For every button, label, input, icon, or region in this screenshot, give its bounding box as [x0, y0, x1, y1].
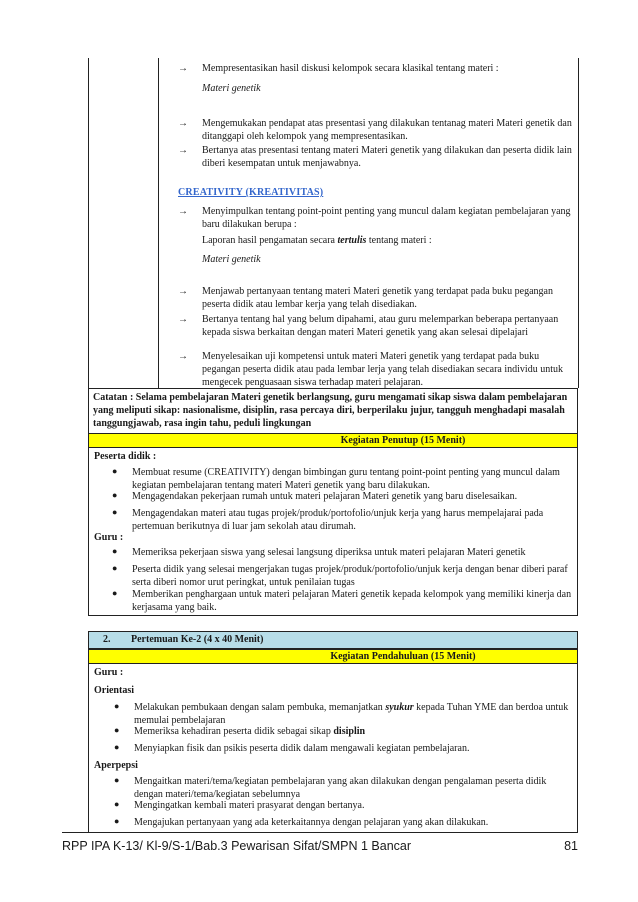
list-item — [112, 466, 572, 492]
meeting-title: Pertemuan Ke-2 (4 x 40 Menit) — [131, 634, 264, 645]
report-text: Laporan hasil pengamatan secara — [202, 235, 338, 246]
list-item-text: Mengingatkan kembali materi prasyarat dengan bertanya. — [134, 800, 365, 811]
teacher-label: Guru : — [94, 532, 124, 543]
list-item — [114, 725, 574, 738]
bullet-icon: ● — [114, 799, 120, 809]
list-item-text: Membuat resume (CREATIVITY) dengan bimbingan guru tentang point-point penting yang muncul dalam kegiatan pembelajaran tentang materi Materi genetik yang baru dilakukan. — [132, 467, 560, 491]
arrow-icon: → — [178, 351, 188, 362]
activity-text: Mempresentasikan hasil diskusi kelompok secara klasikal tentang materi : — [202, 63, 499, 74]
list-item-emphasis: syukur — [385, 702, 414, 713]
arrow-icon: → — [178, 206, 188, 217]
activity-text: Mengemukakan pendapat atas presentasi yang dilakukan tentanag materi Materi genetik dan ditanggapi oleh kelompok yang mempresentasikan. — [202, 118, 572, 142]
orientation-label: Orientasi — [94, 685, 134, 696]
list-item-text: Mengagendakan pekerjaan rumah untuk materi pelajaran Materi genetik yang baru diselesaikan. — [132, 491, 518, 502]
activity-text: Bertanya tentang hal yang belum dipahami, atau guru melemparkan beberapa pertanyaan kepada siswa berkaitan dengan materi Materi genetik yang akan selesai dipelajari — [202, 314, 559, 338]
list-item — [112, 588, 572, 614]
list-item-text — [134, 701, 574, 727]
activity-item — [178, 62, 573, 75]
list-item — [112, 507, 572, 533]
teacher-label: Guru : — [94, 667, 124, 678]
note-box: Catatan : Selama pembelajaran Materi genetik berlangsung, guru mengamati sikap siswa dalam pembelajaran yang meliputi sikap: nasionalisme, disiplin, rasa percaya diri, berperilaku jujur, tangguh menghadapi masalah tanggungjawab, rasa ingin tahu, peduli lingkungan — [88, 388, 578, 434]
list-item — [114, 701, 574, 727]
activity-item — [178, 205, 573, 231]
opening-activity-header — [88, 649, 578, 664]
bullet-icon: ● — [114, 775, 120, 785]
material-name: Materi genetik — [202, 254, 261, 265]
students-label: Peserta didik : — [94, 451, 157, 462]
closing-activity-header — [88, 433, 578, 448]
opening-activity-title: Kegiatan Pendahuluan (15 Menit) — [330, 651, 476, 662]
list-item-text: Mengagendakan materi atau tugas projek/produk/portofolio/unjuk kerja yang harus mempelajarai pada pertemuan berikutnya di luar jam sekolah atau dirumah. — [132, 508, 544, 532]
activity-item — [178, 313, 573, 339]
list-item-text — [134, 725, 574, 738]
list-item — [114, 775, 574, 801]
activity-item — [178, 144, 573, 170]
footer-divider — [62, 832, 578, 833]
activity-text: Bertanya atas presentasi tentang materi Materi genetik yang dilakukan dan peserta didik lain diberi kesempatan untuk menjawabnya. — [202, 145, 572, 169]
list-item — [114, 742, 574, 755]
list-item-text-part: Melakukan pembukaan dengan salam pembuka, memanjatkan — [134, 702, 386, 713]
bullet-icon: ● — [112, 563, 118, 573]
list-item — [112, 563, 572, 589]
bullet-icon: ● — [112, 546, 118, 556]
arrow-icon: → — [178, 314, 188, 325]
list-item-text-part: kepada Tuhan YME dan berdoa untuk memulai pembelajaran — [134, 702, 569, 726]
list-item-emphasis: disiplin — [333, 726, 366, 737]
bullet-icon: ● — [112, 507, 118, 517]
table-inner-border — [158, 58, 159, 388]
list-item-text: Mengajukan pertanyaan yang ada keterkaitannya dengan pelajaran yang akan dilakukan. — [134, 817, 489, 828]
bullet-icon: ● — [112, 490, 118, 500]
meeting-number: 2. — [103, 634, 111, 645]
list-item — [114, 816, 574, 829]
arrow-icon: → — [178, 286, 188, 297]
list-item — [114, 799, 574, 812]
activity-text: Menyelesaikan uji kompetensi untuk materi Materi genetik yang terdapat pada buku pegangan peserta didik atau pada lembar lerja yang telah disediakan secara individu untuk mengecek penguasaan siswa terhadap materi pelajaran. — [202, 351, 563, 388]
report-line — [202, 234, 572, 247]
list-item-text: Memberikan penghargaan untuk materi pelajaran Materi genetik kepada kelompok yang memiliki kinerja dan kerjasama yang baik. — [132, 589, 572, 613]
activity-item — [178, 117, 573, 143]
page-number: 81 — [564, 839, 578, 853]
arrow-icon: → — [178, 63, 188, 74]
arrow-icon: → — [178, 145, 188, 156]
list-item — [112, 490, 572, 503]
bullet-icon: ● — [114, 742, 120, 752]
arrow-icon: → — [178, 118, 188, 129]
creativity-heading: CREATIVITY (KREATIVITAS) — [178, 187, 324, 198]
report-text-end: tentang materi : — [366, 235, 432, 246]
footer-document-info: RPP IPA K-13/ Kl-9/S-1/Bab.3 Pewarisan Sifat/SMPN 1 Bancar — [62, 839, 412, 853]
activity-text: Menjawab pertanyaan tentang materi Materi genetik yang terdapat pada buku pegangan peserta didik atau lembar kerja yang telah disediakan. — [202, 286, 553, 310]
table-left-border — [88, 58, 89, 388]
bullet-icon: ● — [112, 466, 118, 476]
list-item-text: Mengaitkan materi/tema/kegiatan pembelajaran yang akan dilakukan dengan pengalaman peserta didik dengan materi/tema/kegiatan sebelumnya — [134, 776, 547, 800]
material-name: Materi genetik — [202, 83, 261, 94]
bullet-icon: ● — [114, 816, 120, 826]
list-item-text: Menyiapkan fisik dan psikis peserta didik dalam mengawali kegiatan pembelajaran. — [134, 743, 470, 754]
activity-item — [178, 350, 573, 389]
activity-text: Menyimpulkan tentang point-point penting yang muncul dalam kegiatan pembelajaran yang baru dilakukan berupa : — [202, 206, 571, 230]
bullet-icon: ● — [114, 701, 120, 711]
bullet-icon: ● — [114, 725, 120, 735]
apperception-label: Aperpepsi — [94, 760, 138, 771]
list-item-text: Peserta didik yang selesai mengerjakan tugas projek/produk/portofolio/unjuk kerja dengan benar diberi paraf serta diberi nomor urut peringkat, untuk penilaian tugas — [132, 564, 568, 588]
list-item-text-part: Memeriksa kehadiran peserta didik sebagai sikap — [134, 726, 334, 737]
meeting-header — [88, 631, 578, 649]
list-item — [112, 546, 572, 559]
bullet-icon: ● — [112, 588, 118, 598]
report-emphasis: tertulis — [337, 235, 367, 246]
page-footer — [62, 838, 578, 854]
activity-item — [178, 285, 573, 311]
list-item-text: Memeriksa pekerjaan siswa yang selesai langsung diperiksa untuk materi pelajaran Materi genetik — [132, 547, 526, 558]
closing-activity-title: Kegiatan Penutup (15 Menit) — [340, 435, 466, 446]
